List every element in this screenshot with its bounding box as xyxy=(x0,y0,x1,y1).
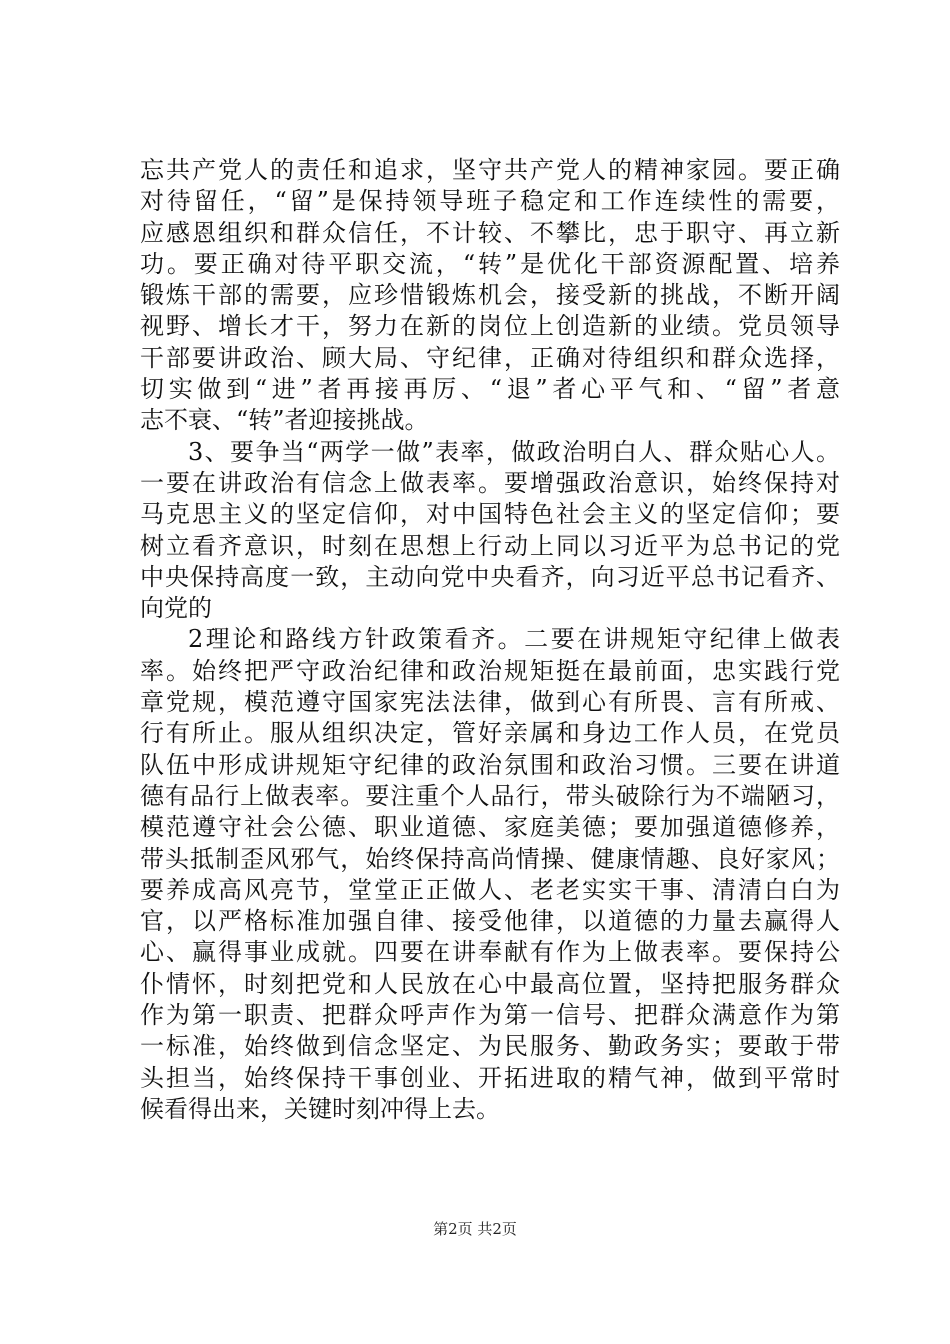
text-line: 模范遵守社会公德、职业道德、家庭美德；要加强道德修养， xyxy=(140,813,840,842)
document-body xyxy=(140,155,840,1125)
text-line: 一标准，始终做到信念坚定、为民服务、勤政务实；要敢于带 xyxy=(140,1032,840,1061)
text-line: 官，以严格标准加强自律、接受他律，以道德的力量去赢得人 xyxy=(140,907,840,936)
text-line: 队伍中形成讲规矩守纪律的政治氛围和政治习惯。三要在讲道 xyxy=(140,750,840,779)
text-line: 一要在讲政治有信念上做表率。要增强政治意识，始终保持对 xyxy=(140,468,840,497)
text-line: 干部要讲政治、顾大局、守纪律，正确对待组织和群众选择， xyxy=(140,343,840,372)
text-line: 章党规，模范遵守国家宪法法律，做到心有所畏、言有所戒、 xyxy=(140,688,840,717)
text-line: 行有所止。服从组织决定，管好亲属和身边工作人员，在党员 xyxy=(140,719,840,748)
text-line: 锻炼干部的需要，应珍惜锻炼机会，接受新的挑战，不断开阔 xyxy=(140,281,840,310)
text-line: 带头抵制歪风邪气，始终保持高尚情操、健康情趣、良好家风； xyxy=(140,844,840,873)
text-line: 切实做到“进”者再接再厉、“退”者心平气和、“留”者意 xyxy=(140,375,840,404)
text-line: 对待留任，“留”是保持领导班子稳定和工作连续性的需要， xyxy=(140,187,840,216)
text-line: 率。始终把严守政治纪律和政治规矩挺在最前面，忠实践行党 xyxy=(140,656,840,685)
text-line: 德有品行上做表率。要注重个人品行，带头破除行为不端陋习， xyxy=(140,781,840,810)
text-line: 视野、增长才干，努力在新的岗位上创造新的业绩。党员领导 xyxy=(140,312,840,341)
text-line: 向党的 xyxy=(140,594,212,623)
text-line: 候看得出来，关键时刻冲得上去。 xyxy=(140,1094,500,1123)
text-line: 3、要争当“两学一做”表率，做政治明白人、群众贴心人。 xyxy=(188,437,840,466)
text-line: 头担当，始终保持干事创业、开拓进取的精气神，做到平常时 xyxy=(140,1063,840,1092)
text-line: 马克思主义的坚定信仰，对中国特色社会主义的坚定信仰；要 xyxy=(140,500,840,529)
text-line: 应感恩组织和群众信任，不计较、不攀比，忠于职守、再立新 xyxy=(140,218,840,247)
text-line: 仆情怀，时刻把党和人民放在心中最高位置，坚持把服务群众 xyxy=(140,969,840,998)
page-footer: 第2页 共2页 xyxy=(433,1220,517,1238)
text-line: 忘共产党人的责任和追求，坚守共产党人的精神家园。要正确 xyxy=(140,156,840,184)
text-line: 2理论和路线方针政策看齐。二要在讲规矩守纪律上做表 xyxy=(188,625,840,654)
text-line: 作为第一职责、把群众呼声作为第一信号、把群众满意作为第 xyxy=(140,1001,840,1030)
text-line: 心、赢得事业成就。四要在讲奉献有作为上做表率。要保持公 xyxy=(140,938,840,967)
text-line: 要养成高风亮节，堂堂正正做人、老老实实干事、清清白白为 xyxy=(140,875,840,904)
text-line: 树立看齐意识，时刻在思想上行动上同以习近平为总书记的党 xyxy=(140,531,840,560)
text-line: 功。要正确对待平职交流，“转”是优化干部资源配置、培养 xyxy=(140,249,840,278)
text-line: 中央保持高度一致，主动向党中央看齐，向习近平总书记看齐、 xyxy=(140,562,840,591)
text-line: 志不衰、“转”者迎接挑战。 xyxy=(140,406,429,435)
